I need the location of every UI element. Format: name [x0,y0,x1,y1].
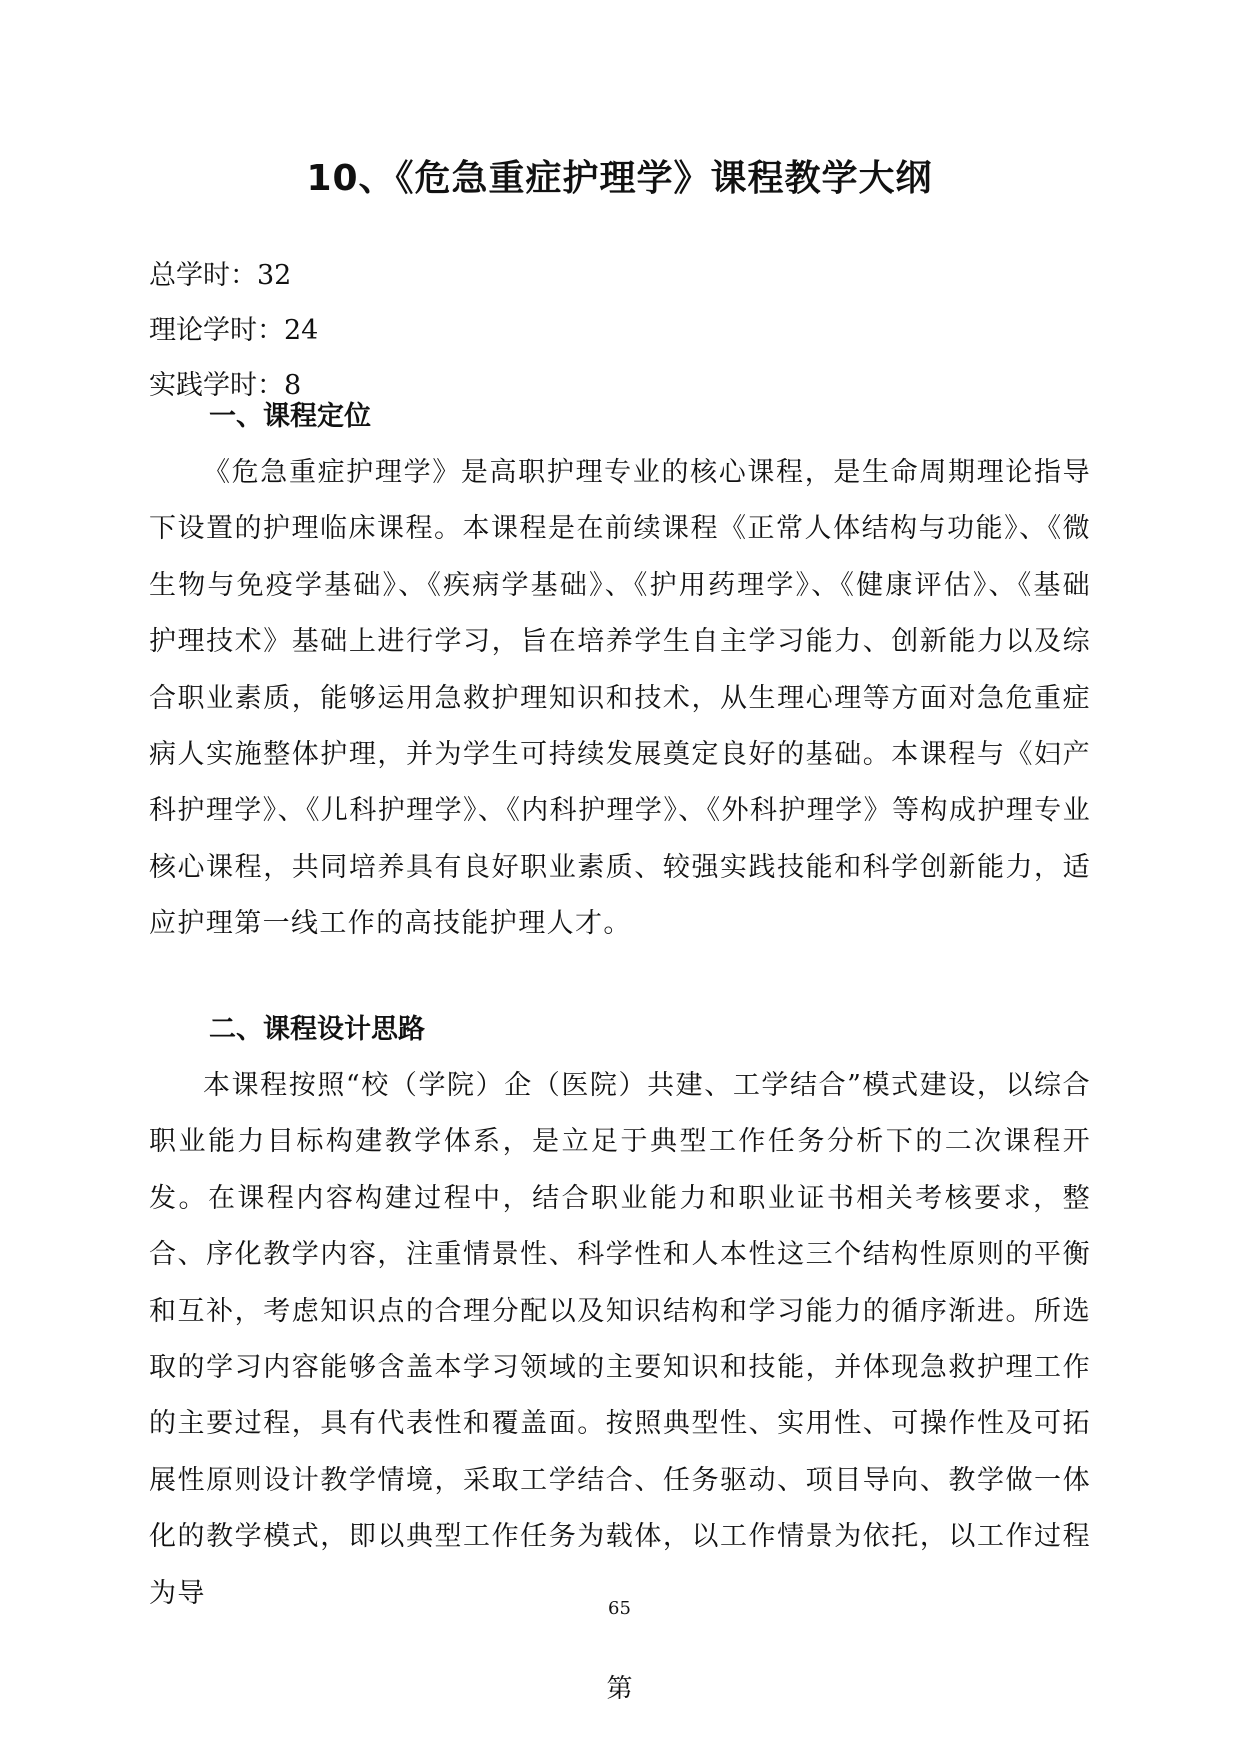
theory-hours: 理论学时：24 [149,315,319,346]
section-paragraph: 《危急重症护理学》是高职护理专业的核心课程，是生命周期理论指导下设置的护理临床课程。本课程是在前续课程《正常人体结构与功能》、《微生物与免疫学基础》、《疾病学基础》、《护用药理学》、《健康评估》、《基础护理技术》基础上进行学习，旨在培养学生自主学习能力、创新能力以及综合职业素质，能够运用急救护理知识和技术，从生理心理等方面对急危重症病人实施整体护理，并为学生可持续发展奠定良好的基础。本课程与《妇产科护理学》、《儿科护理学》、《内科护理学》、《外科护理学》等构成护理专业核心课程，共同培养具有良好职业素质、较强实践技能和科学创新能力，适应护理第一线工作的高技能护理人才。 [149,457,1091,940]
footer-text: 第 [606,1674,633,1704]
section-heading: 一、课程定位 [209,401,371,432]
document-title: 10、《危急重症护理学》课程教学大纲 [306,158,933,199]
page-number: 65 [608,1598,631,1619]
section-heading: 二、课程设计思路 [209,1014,425,1045]
practice-hours: 实践学时：8 [149,370,302,401]
section-course-positioning [149,389,1091,953]
section-paragraph: 本课程按照“校（学院）企（医院）共建、工学结合”模式建设，以综合职业能力目标构建教学体系，是立足于典型工作任务分析下的二次课程开发。在课程内容构建过程中，结合职业能力和职业证书相关考核要求，整合、序化教学内容，注重情景性、科学性和人本性这三个结构性原则的平衡和互补，考虑知识点的合理分配以及知识结构和学习能力的循序渐进。所选取的学习内容能够含盖本学习领域的主要知识和技能，并体现急救护理工作的主要过程，具有代表性和覆盖面。按照典型性、实用性、可操作性及可拓展性原则设计教学情境，采取工学结合、任务驱动、项目导向、教学做一体化的教学模式，即以典型工作任务为载体，以工作情景为依托，以工作过程为导 [149,1070,1091,1609]
total-hours: 总学时：32 [149,260,292,291]
section-design-approach [149,1002,1091,1622]
